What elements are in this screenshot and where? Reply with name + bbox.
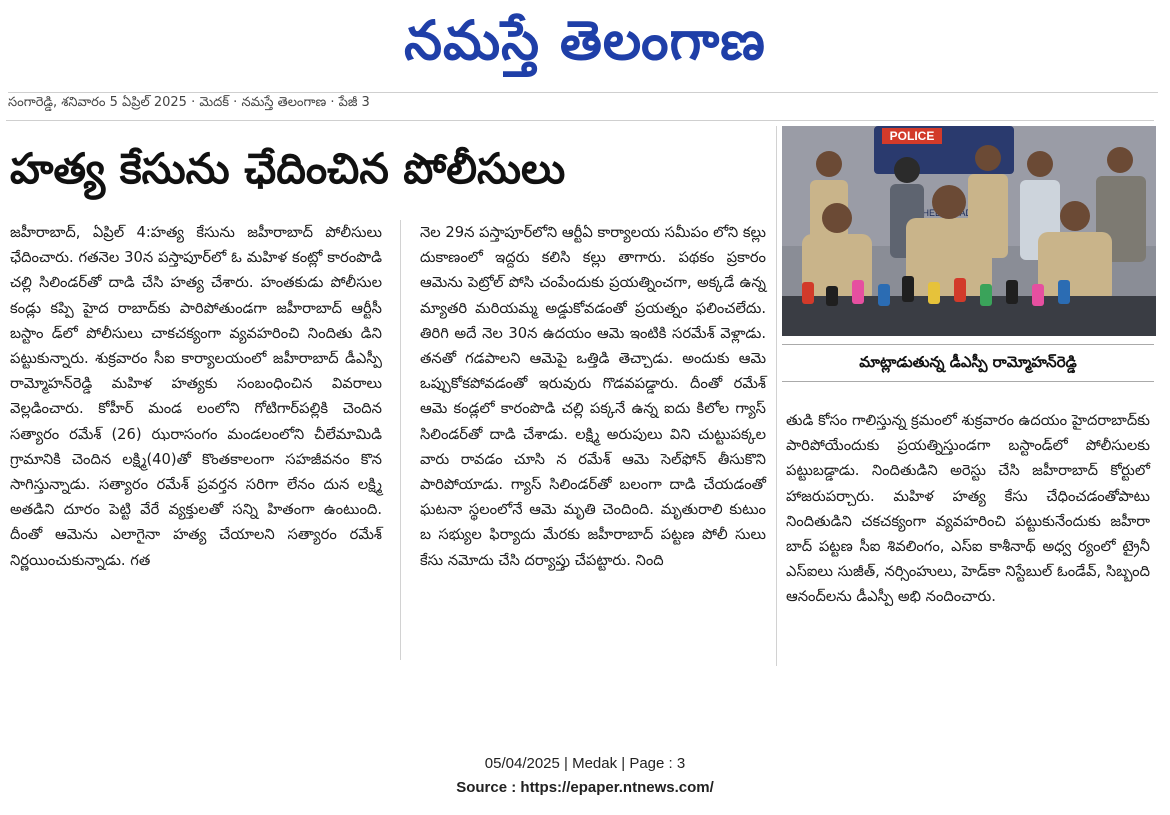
press-conference-photo [782, 126, 1156, 336]
article-column-1: జహీరాబాద్, ఏప్రిల్ 4:హత్య కేసును జహీరాబాద్ పోలీసులు ఛేదించారు. గతనెల 30న పస్తాపూర్‌లో ఓ మహిళ కంట్లో కారంపొడి చల్లి సిలిండర్‌తో దాడి చేసి హత్య చేశారు. హంతకుడు పోలీసుల కండ్లు కప్పి హైద రాబాద్‌కు పారిపోతుండగా జహీరాబాద్ ఆర్టీసీ బస్టాం డ్‌లో పోలీసులు చాకచక్యంగా వ్యవహరించి నిందితు డిని పట్టుకున్నారు. శుక్రవారం సీఐ కార్యాలయంలో జహీరాబాద్ డీఎస్పీ రామ్మోహన్‌రెడ్డి మహిళ హత్యకు సంబంధించిన వివరాలు వెల్లడించారు. కోహీర్ మండ లంలోని గోటిగార్‌పల్లికి చెందిన సత్యారం రమేశ్ (26) ఝరాసంగం మండలంలోని చీలేమామిడి గ్రామానికి చెందిన లక్ష్మి(40)తో కొంతకాలంగా సహజీవనం కొన సాగిస్తున్నాడు. సత్యారం రమేశ్ ప్రవర్తన సరిగా లేనం దున లక్ష్మి అతడిని దూరం పెట్టి వేరే వ్యక్తులతో సన్ని హితంగా ఉంటుంది. దీంతో ఆమెను ఎలాగైనా హత్య చేయాలని సత్యారం రమేశ్ నిర్ణయించుకున్నాడు. గత [10, 224, 382, 569]
article-headline: హత్య కేసును ఛేదించిన పోలీసులు [10, 144, 566, 193]
banner-text: POLICE [889, 129, 935, 143]
news-article [6, 120, 1156, 674]
source-link[interactable]: Source : https://epaper.ntnews.com/ [456, 779, 714, 796]
photo-caption: మాట్లాడుతున్న డీఎస్పీ రామ్మోహన్‌రెడ్డి [782, 344, 1154, 382]
page-footer [0, 752, 1170, 800]
column-divider [776, 126, 777, 666]
masthead [0, 2, 1170, 80]
edition-info: 05/04/2025 | Medak | Page : 3 [484, 755, 686, 772]
article-column-2: నెల 29న పస్తాపూర్‌లోని ఆర్టీఏ కార్యాలయ సమీపం లోని కల్లు దుకాణంలో ఇద్దరు కలిసి కల్లు తాగారు. పథకం ప్రకారం ఆమెను పెట్రోల్ పోసి చంపేందుకు ప్రయత్నించగా, అక్కడే ఉన్న మ్యాతరి మరియమ్మ అడ్డుకోవడంతో ప్రయత్నం ఫలించలేదు. తిరిగి అదే నెల 30న ఉదయం ఆమె ఇంటికి సరమేశ్ వెళ్లాడు. తనతో గడపాలని ఆమెపై ఒత్తిడి తెచ్చాడు. అందుకు ఆమె ఒప్పుకోకపోవడంతో ఇరువురు గొడవపడ్డారు. దీంతో రమేశ్ ఆమె కండ్లలో కారంపొడి చల్లి పక్కనే ఉన్న ఐదు కిలోల గ్యాస్ సిలిండర్‌తో దాడి చేశాడు. లక్ష్మి అరుపులు విని చుట్టుపక్కల వారు రావడం చూసి న రమేశ్ ఆమె సెల్‌ఫోన్ తీసుకొని పారిపోయాడు. గ్యాస్ సిలిండర్‌తో బలంగా దాడి చేయడంతో ఘటనా స్థలంలోనే ఆమె మృతి చెందింది. మృతురాలి కుటుం బ సభ్యుల ఫిర్యాదు మేరకు జహీరాబాద్ పట్టణ పోలీ సులు కేసు నమోదు చేసి దర్యాప్తు చేపట్టారు. నింది [420, 224, 766, 569]
article-column-3: తుడి కోసం గాలిస్తున్న క్రమంలో శుక్రవారం ఉదయం హైదరాబాద్‌కు పారిపోయేందుకు ప్రయత్నిస్తుండగా బస్టాండ్‌లో పోలీసులకు పట్టుబడ్డాడు. నిందితుడిని అరెస్టు చేసి జహీరాబాద్ కోర్టులో హాజరుపర్చారు. మహిళ హత్య కేసు చేధించడంతోపాటు నిందితుడిని చకచక్యంగా వ్యవహరించి పట్టుకునేందుకు జహీరా బాద్ పట్టణ సీఐ శివలింగం, ఎస్ఐ కాశీనాథ్ అధ్వ ర్యంలో ట్రైనీ ఎస్ఐలు సుజీత్, నర్సింహులు, హెడ్‌కా నిస్టేబుల్ ఓండేవ్, సిబ్బంది ఆనంద్‌లను డీఎస్పీ అభి నందించారు. [786, 412, 1150, 606]
newspaper-logo: నమస్తే తెలంగాణ [404, 9, 766, 72]
dateline: సంగారెడ్డి, శనివారం 5 ఏప్రిల్ 2025 · మెదక్ · నమస్తే తెలంగాణ · పేజీ 3 [8, 92, 1158, 115]
column-divider [400, 220, 401, 660]
article-top-rule [6, 120, 1154, 121]
